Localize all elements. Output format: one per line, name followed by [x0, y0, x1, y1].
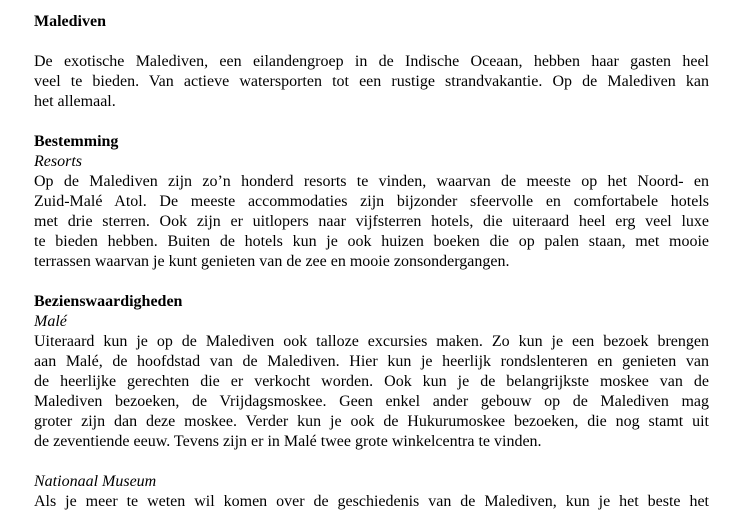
intro-paragraph	[34, 52, 709, 112]
paragraph-line: groter zijn dan deze moskee. Verder kun je ook de Hukurumoskee bezoeken, die nog stamt uit	[34, 413, 709, 430]
paragraph-line: aan Malé, de hoofdstad van de Malediven. Hier kun je heerlijk rondslenteren en genieten van	[34, 353, 709, 370]
subheading-nationaal-museum: Nationaal Museum	[34, 473, 157, 490]
section-heading-bestemming: Bestemming	[34, 133, 119, 150]
intro-line: veel te bieden. Van actieve watersporten tot een rustige strandvakantie. Op de Malediven kan	[34, 73, 709, 90]
paragraph-spacer	[34, 452, 709, 472]
paragraph-line: Op de Malediven zijn zo’n honderd resorts te vinden, waarvan de meeste op het Noord- en	[34, 173, 709, 190]
museum-paragraph	[34, 492, 709, 512]
section-heading-bezienswaardigheden: Bezienswaardigheden	[34, 293, 183, 310]
paragraph-line: met drie sterren. Ook zijn er uitlopers naar vijfsterren hotels, die uiteraard heel erg veel luxe	[34, 213, 709, 230]
paragraph-line: te bieden hebben. Buiten de hotels kun je ook huizen boeken die op palen staan, met mooie	[34, 233, 709, 250]
paragraph-line: Zuid-Malé Atol. De meeste accommodaties zijn bijzonder sfeervolle en comfortabele hotels	[34, 193, 709, 210]
intro-line: De exotische Malediven, een eilandengroep in de Indische Oceaan, hebben haar gasten heel	[34, 53, 709, 70]
paragraph-spacer	[34, 272, 709, 292]
subheading-resorts: Resorts	[34, 153, 82, 170]
intro-line: het allemaal.	[34, 93, 116, 110]
paragraph-line: Malediven bezoeken, de Vrijdagsmoskee. Geen enkel ander gebouw op de Malediven mag	[34, 393, 709, 410]
paragraph-line: terrassen waarvan je kunt genieten van de zee en mooie zonsondergangen.	[34, 253, 510, 270]
document-body	[34, 12, 709, 512]
paragraph-spacer	[34, 32, 709, 52]
resorts-paragraph	[34, 172, 709, 272]
paragraph-line: Als je meer te weten wil komen over de geschiedenis van de Malediven, kun je het beste het	[34, 493, 709, 510]
paragraph-line: de heerlijke gerechten die er verkocht worden. Ook kun je de belangrijkste moskee van de	[34, 373, 709, 390]
paragraph-line: Uiteraard kun je op de Malediven ook talloze excursies maken. Zo kun je een bezoek brengen	[34, 333, 709, 350]
male-paragraph	[34, 332, 709, 452]
document-title: Malediven	[34, 13, 106, 30]
paragraph-spacer	[34, 112, 709, 132]
paragraph-line: de zeventiende eeuw. Tevens zijn er in Malé twee grote winkelcentra te vinden.	[34, 433, 542, 450]
subheading-male: Malé	[34, 313, 67, 330]
